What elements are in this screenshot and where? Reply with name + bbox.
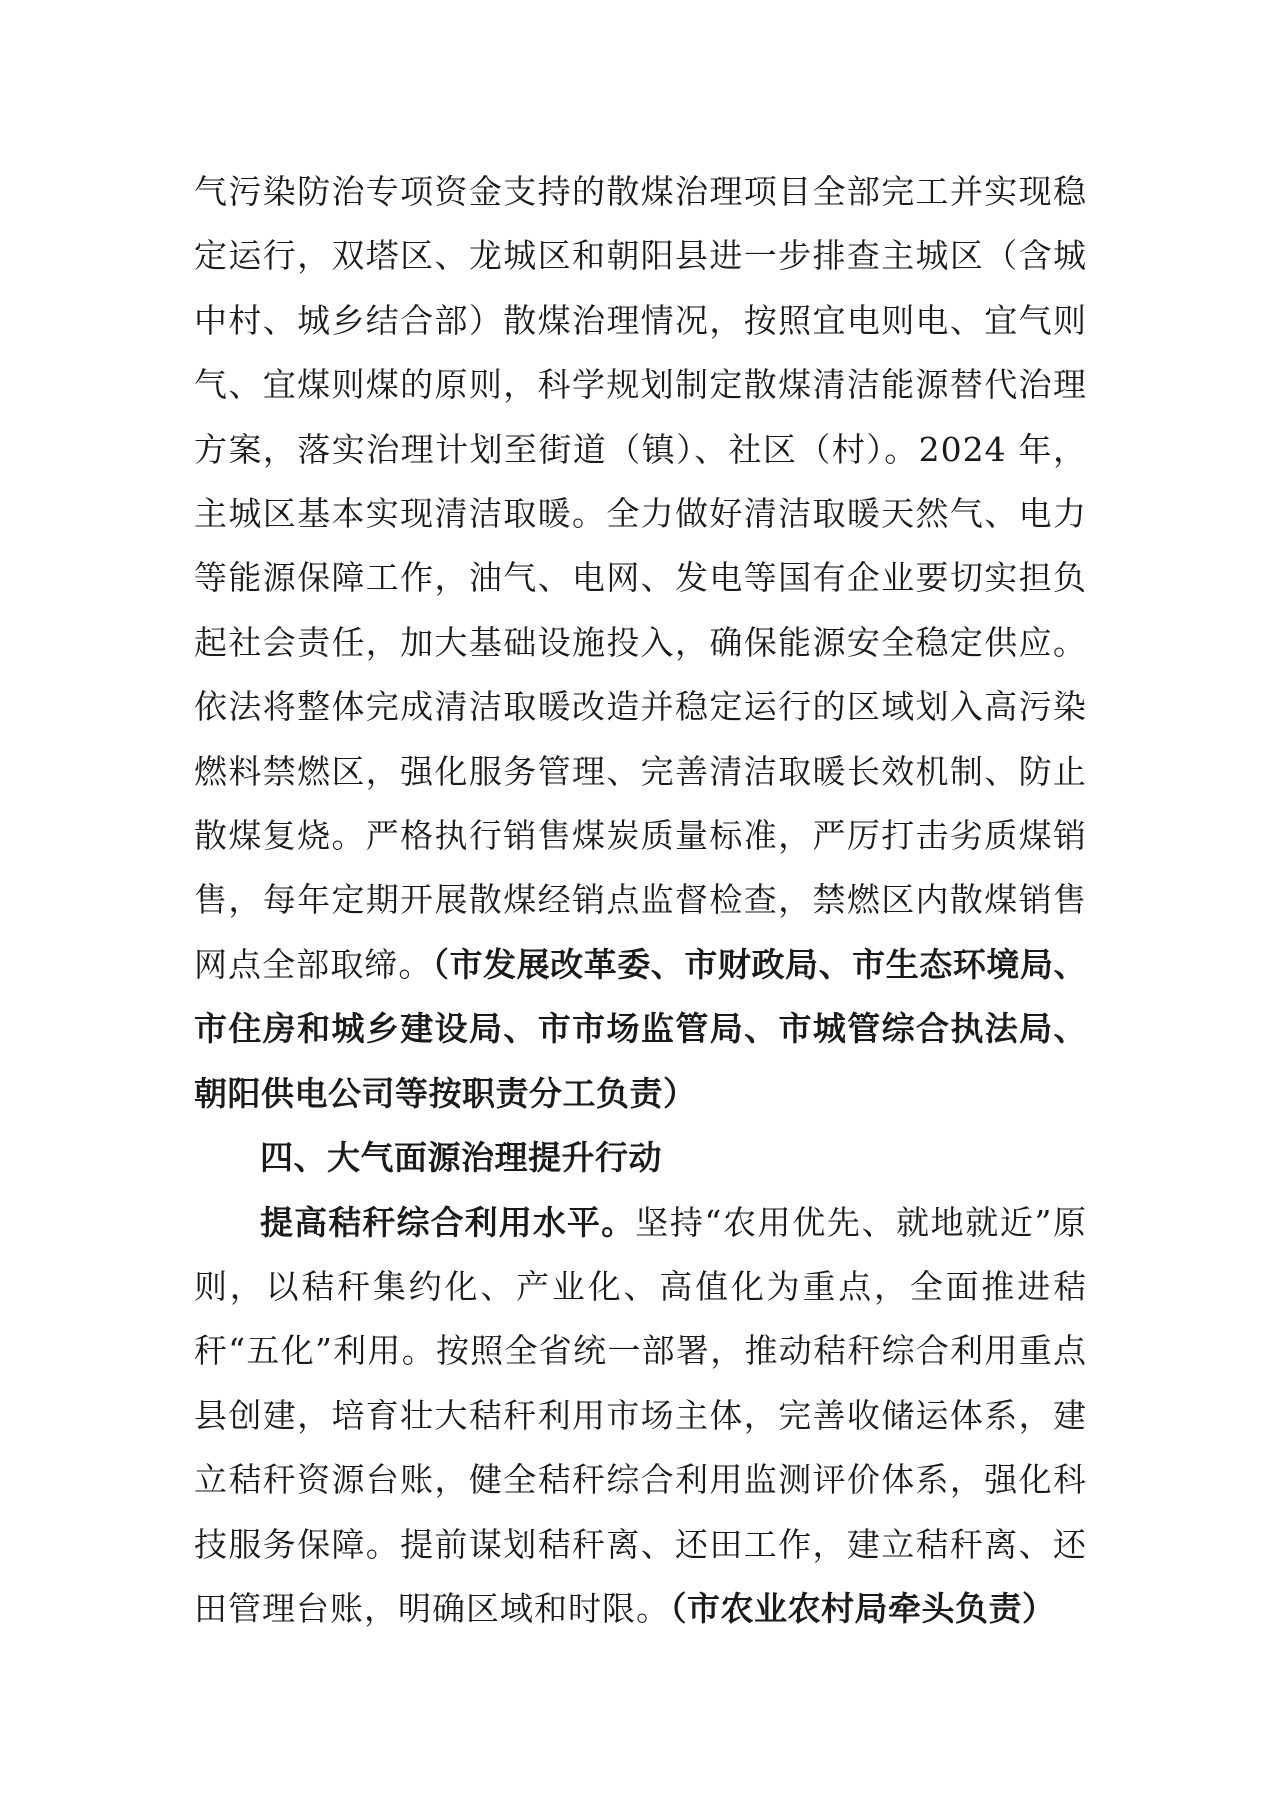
responsible-departments: （市发展改革委、市财政局、市生态环境局、市住房和城乡建设局、市市场监管局、市城管综合执法局、朝阳供电公司等按职责分工负责） (194, 944, 1088, 1113)
paragraph-text: 坚持“农用优先、就地就近”原则，以秸秆集约化、产业化、高值化为重点，全面推进秸秆“五化”利用。按照全省统一部署，推动秸秆综合利用重点县创建，培育壮大秸秆利用市场主体，完善收储运体系，建立秸秆资源台账，健全秸秆综合利用监测评价体系，强化科技服务保障。提前谋划秸秆离、还田工作，建立秸秆离、还田管理台账，明确区域和时限。 (194, 1202, 1087, 1628)
responsible-departments: （市农业农村局牵头负责） (670, 1588, 1056, 1628)
paragraph-coal-governance (194, 160, 1087, 1126)
document-page (194, 160, 1087, 1641)
paragraph-lead-title: 提高秸秆综合利用水平。 (260, 1202, 636, 1242)
section-heading: 四、大气面源治理提升行动 (260, 1138, 662, 1178)
paragraph-text: 气污染防治专项资金支持的散煤治理项目全部完工并实现稳定运行，双塔区、龙城区和朝阳县进一步排查主城区（含城中村、城乡结合部）散煤治理情况，按照宜电则电、宜气则气、宜煤则煤的原则，科学规划制定散煤清洁能源替代治理方案，落实治理计划至街道（镇）、社区（村）。2024 年，主城区基本实现清洁取暖。全力做好清洁取暖天然气、电力等能源保障工作，油气、电网、发电等国有企业要切实担负起社会责任，加大基础设施投入，确保能源安全稳定供应。依法将整体完成清洁取暖改造并稳定运行的区域划入高污染燃料禁燃区，强化服务管理、完善清洁取暖长效机制、防止散煤复烧。严格执行销售煤炭质量标准，严厉打击劣质煤销售，每年定期开展散煤经销点监督检查，禁燃区内散煤销售网点全部取缔。 (194, 172, 1087, 984)
paragraph-straw-utilization (194, 1191, 1087, 1642)
